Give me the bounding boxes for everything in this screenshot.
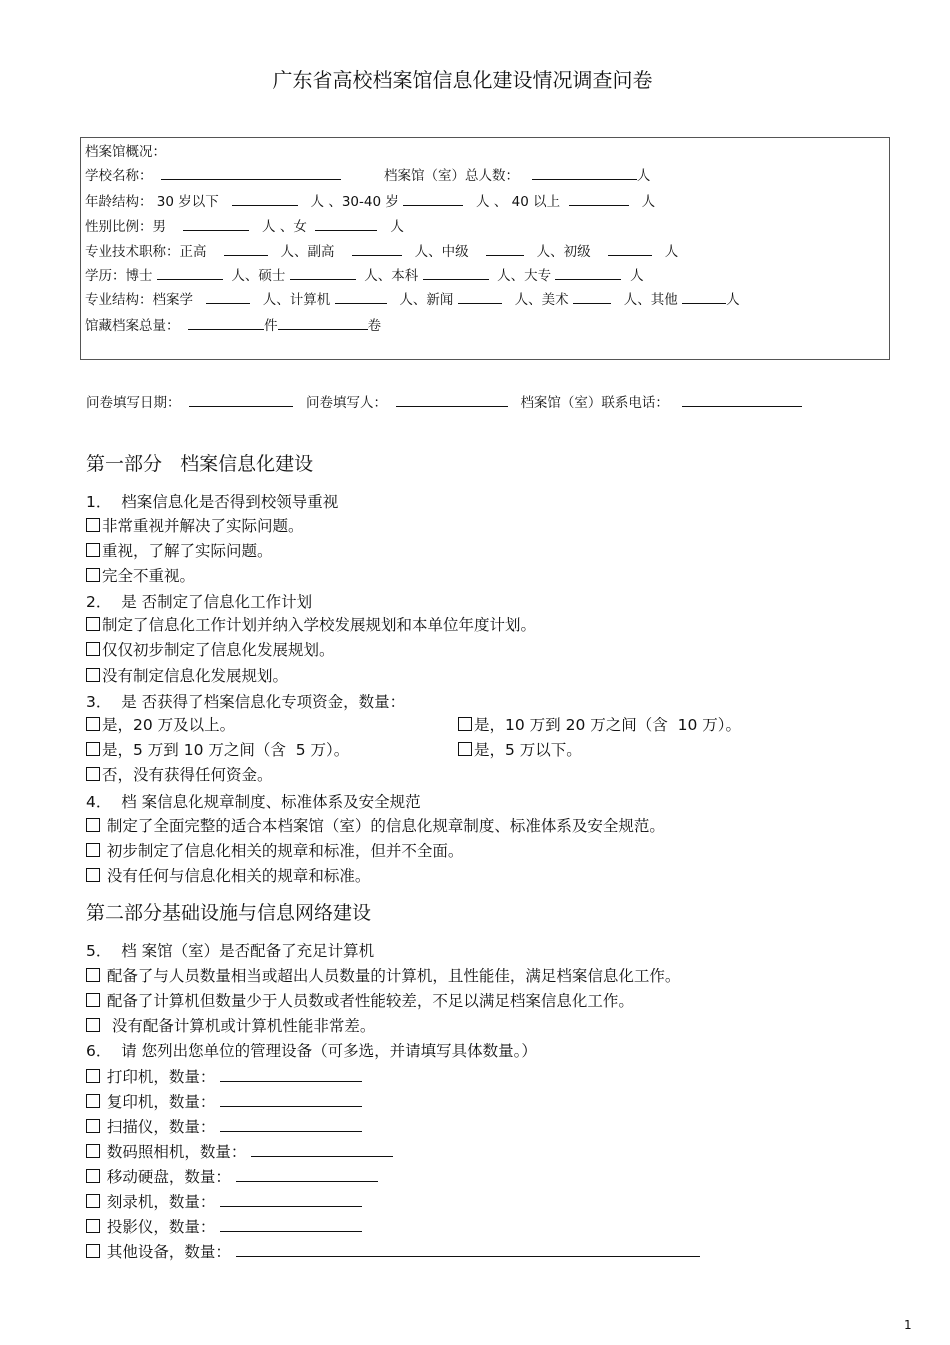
age-under30-field[interactable]	[232, 192, 298, 206]
q3-option-b[interactable]: 是，10 万到 20 万之间（含 10 万）。	[458, 714, 741, 736]
printer-qty-field[interactable]	[220, 1068, 362, 1082]
q6-item-camera[interactable]: 数码照相机，数量：	[86, 1141, 393, 1163]
q6-item-harddisk[interactable]: 移动硬盘，数量：	[86, 1166, 378, 1188]
school-row: 学校名称： 档案馆（室）总人数： 人	[85, 168, 651, 184]
q4-option-b[interactable]: 初步制定了信息化相关的规章和标准，但并不全面。	[86, 840, 463, 862]
female-field[interactable]	[315, 217, 377, 231]
q4-option-c[interactable]: 没有任何与信息化相关的规章和标准。	[86, 865, 370, 887]
scanner-qty-field[interactable]	[220, 1118, 362, 1132]
date-field[interactable]	[189, 393, 293, 407]
checkbox-icon[interactable]	[86, 767, 100, 781]
question-1: 1． 档案信息化是否得到校领导重视	[86, 493, 339, 511]
cs-major-field[interactable]	[335, 290, 387, 304]
male-field[interactable]	[183, 217, 249, 231]
q6-item-other[interactable]: 其他设备，数量：	[86, 1241, 700, 1263]
checkbox-icon[interactable]	[86, 1094, 100, 1108]
q3-option-d[interactable]: 是，5 万以下。	[458, 739, 582, 761]
filler-field[interactable]	[396, 393, 508, 407]
checkbox-icon[interactable]	[86, 1018, 100, 1032]
checkbox-icon[interactable]	[86, 617, 100, 631]
age-30-40-field[interactable]	[403, 192, 463, 206]
other-qty-field[interactable]	[236, 1243, 700, 1257]
checkbox-icon[interactable]	[86, 1244, 100, 1258]
question-2: 2． 是 否制定了信息化工作计划	[86, 593, 313, 611]
staff-label: 档案馆（室）总人数：	[384, 168, 520, 184]
q5-option-c[interactable]: 没有配备计算机或计算机性能非常差。	[86, 1015, 375, 1037]
news-major-field[interactable]	[458, 290, 502, 304]
school-field[interactable]	[161, 166, 341, 180]
q6-item-projector[interactable]: 投影仪，数量：	[86, 1216, 362, 1238]
q2-option-a[interactable]: 制定了信息化工作计划并纳入学校发展规划和本单位年度计划。	[86, 614, 536, 636]
title-row: 专业技术职称：正高 人、副高 人、中级 人、初级 人	[85, 244, 679, 260]
overview-heading: 档案馆概况：	[85, 144, 166, 160]
q3-option-e[interactable]: 否，没有获得任何资金。	[86, 764, 273, 786]
page-number: 1	[904, 1318, 912, 1332]
q1-option-c[interactable]: 完全不重视。	[86, 565, 195, 587]
checkbox-icon[interactable]	[86, 1069, 100, 1083]
archive-major-field[interactable]	[206, 290, 250, 304]
checkbox-icon[interactable]	[86, 1194, 100, 1208]
projector-qty-field[interactable]	[220, 1218, 362, 1232]
checkbox-icon[interactable]	[86, 868, 100, 882]
checkbox-icon[interactable]	[86, 818, 100, 832]
age-over40-field[interactable]	[569, 192, 629, 206]
checkbox-icon[interactable]	[458, 742, 472, 756]
checkbox-icon[interactable]	[86, 843, 100, 857]
overview-box	[80, 137, 890, 360]
other-major-field[interactable]	[682, 290, 726, 304]
college-field[interactable]	[555, 266, 621, 280]
master-field[interactable]	[290, 266, 356, 280]
question-4: 4． 档 案信息化规章制度、标准体系及安全规范	[86, 793, 421, 811]
q1-option-a[interactable]: 非常重视并解决了实际问题。	[86, 515, 304, 537]
bachelor-field[interactable]	[423, 266, 489, 280]
question-6: 6． 请 您列出您单位的管理设备（可多选，并请填写具体数量。）	[86, 1042, 537, 1060]
age-row: 年龄结构： 30 岁以下 人 、30-40 岁 人 、 40 以上 人	[85, 194, 656, 210]
school-label: 学校名称：	[85, 168, 153, 184]
part1-title: 第一部分 档案信息化建设	[86, 453, 314, 475]
junior-field[interactable]	[608, 242, 652, 256]
question-3: 3． 是 否获得了档案信息化专项资金，数量：	[86, 693, 406, 711]
part2-title: 第二部分基础设施与信息网络建设	[86, 902, 372, 924]
checkbox-icon[interactable]	[86, 1169, 100, 1183]
senior-field[interactable]	[224, 242, 268, 256]
q5-option-a[interactable]: 配备了与人员数量相当或超出人员数量的计算机，且性能佳，满足档案信息化工作。	[86, 965, 680, 987]
copier-qty-field[interactable]	[220, 1093, 362, 1107]
checkbox-icon[interactable]	[86, 968, 100, 982]
q3-option-a[interactable]: 是，20 万及以上。	[86, 714, 235, 736]
checkbox-icon[interactable]	[86, 543, 100, 557]
checkbox-icon[interactable]	[86, 568, 100, 582]
q2-option-c[interactable]: 没有制定信息化发展规划。	[86, 665, 288, 687]
q5-option-b[interactable]: 配备了计算机但数量少于人员数或者性能较差，不足以满足档案信息化工作。	[86, 990, 634, 1012]
phone-field[interactable]	[682, 393, 802, 407]
edu-row: 学历：博士 人、硕士 人、本科 人、大专 人	[85, 268, 644, 284]
q6-item-copier[interactable]: 复印机，数量：	[86, 1091, 362, 1113]
checkbox-icon[interactable]	[458, 717, 472, 731]
checkbox-icon[interactable]	[86, 668, 100, 682]
page-title: 广东省高校档案馆信息化建设情况调查问卷	[272, 68, 653, 92]
harddisk-qty-field[interactable]	[236, 1168, 378, 1182]
q2-option-b[interactable]: 仅仅初步制定了信息化发展规划。	[86, 639, 335, 661]
checkbox-icon[interactable]	[86, 1219, 100, 1233]
q6-item-printer[interactable]: 打印机，数量：	[86, 1066, 362, 1088]
mid-field[interactable]	[486, 242, 524, 256]
checkbox-icon[interactable]	[86, 717, 100, 731]
burner-qty-field[interactable]	[220, 1193, 362, 1207]
major-row: 专业结构：档案学 人、计算机 人、新闻 人、美术 人、其他 人	[85, 292, 740, 308]
checkbox-icon[interactable]	[86, 742, 100, 756]
camera-qty-field[interactable]	[251, 1143, 393, 1157]
question-5: 5． 档 案馆（室）是否配备了充足计算机	[86, 942, 375, 960]
q4-option-a[interactable]: 制定了全面完整的适合本档案馆（室）的信息化规章制度、标准体系及安全规范。	[86, 815, 665, 837]
checkbox-icon[interactable]	[86, 1144, 100, 1158]
checkbox-icon[interactable]	[86, 1119, 100, 1133]
checkbox-icon[interactable]	[86, 518, 100, 532]
checkbox-icon[interactable]	[86, 642, 100, 656]
gender-row: 性别比例：男 人 、女 人	[85, 219, 404, 235]
assoc-field[interactable]	[352, 242, 402, 256]
q6-item-burner[interactable]: 刻录机，数量：	[86, 1191, 362, 1213]
holdings-piece-field[interactable]	[188, 316, 264, 330]
staff-field[interactable]	[532, 166, 637, 180]
q6-item-scanner[interactable]: 扫描仪，数量：	[86, 1116, 362, 1138]
q3-option-c[interactable]: 是，5 万到 10 万之间（含 5 万）。	[86, 739, 349, 761]
q1-option-b[interactable]: 重视，了解了实际问题。	[86, 540, 273, 562]
art-major-field[interactable]	[573, 290, 611, 304]
fill-info-row: 问卷填写日期： 问卷填写人： 档案馆（室）联系电话：	[86, 393, 802, 413]
phd-field[interactable]	[157, 266, 223, 280]
holdings-row: 馆藏档案总量： 件 卷	[85, 318, 382, 334]
checkbox-icon[interactable]	[86, 993, 100, 1007]
holdings-volume-field[interactable]	[278, 316, 368, 330]
